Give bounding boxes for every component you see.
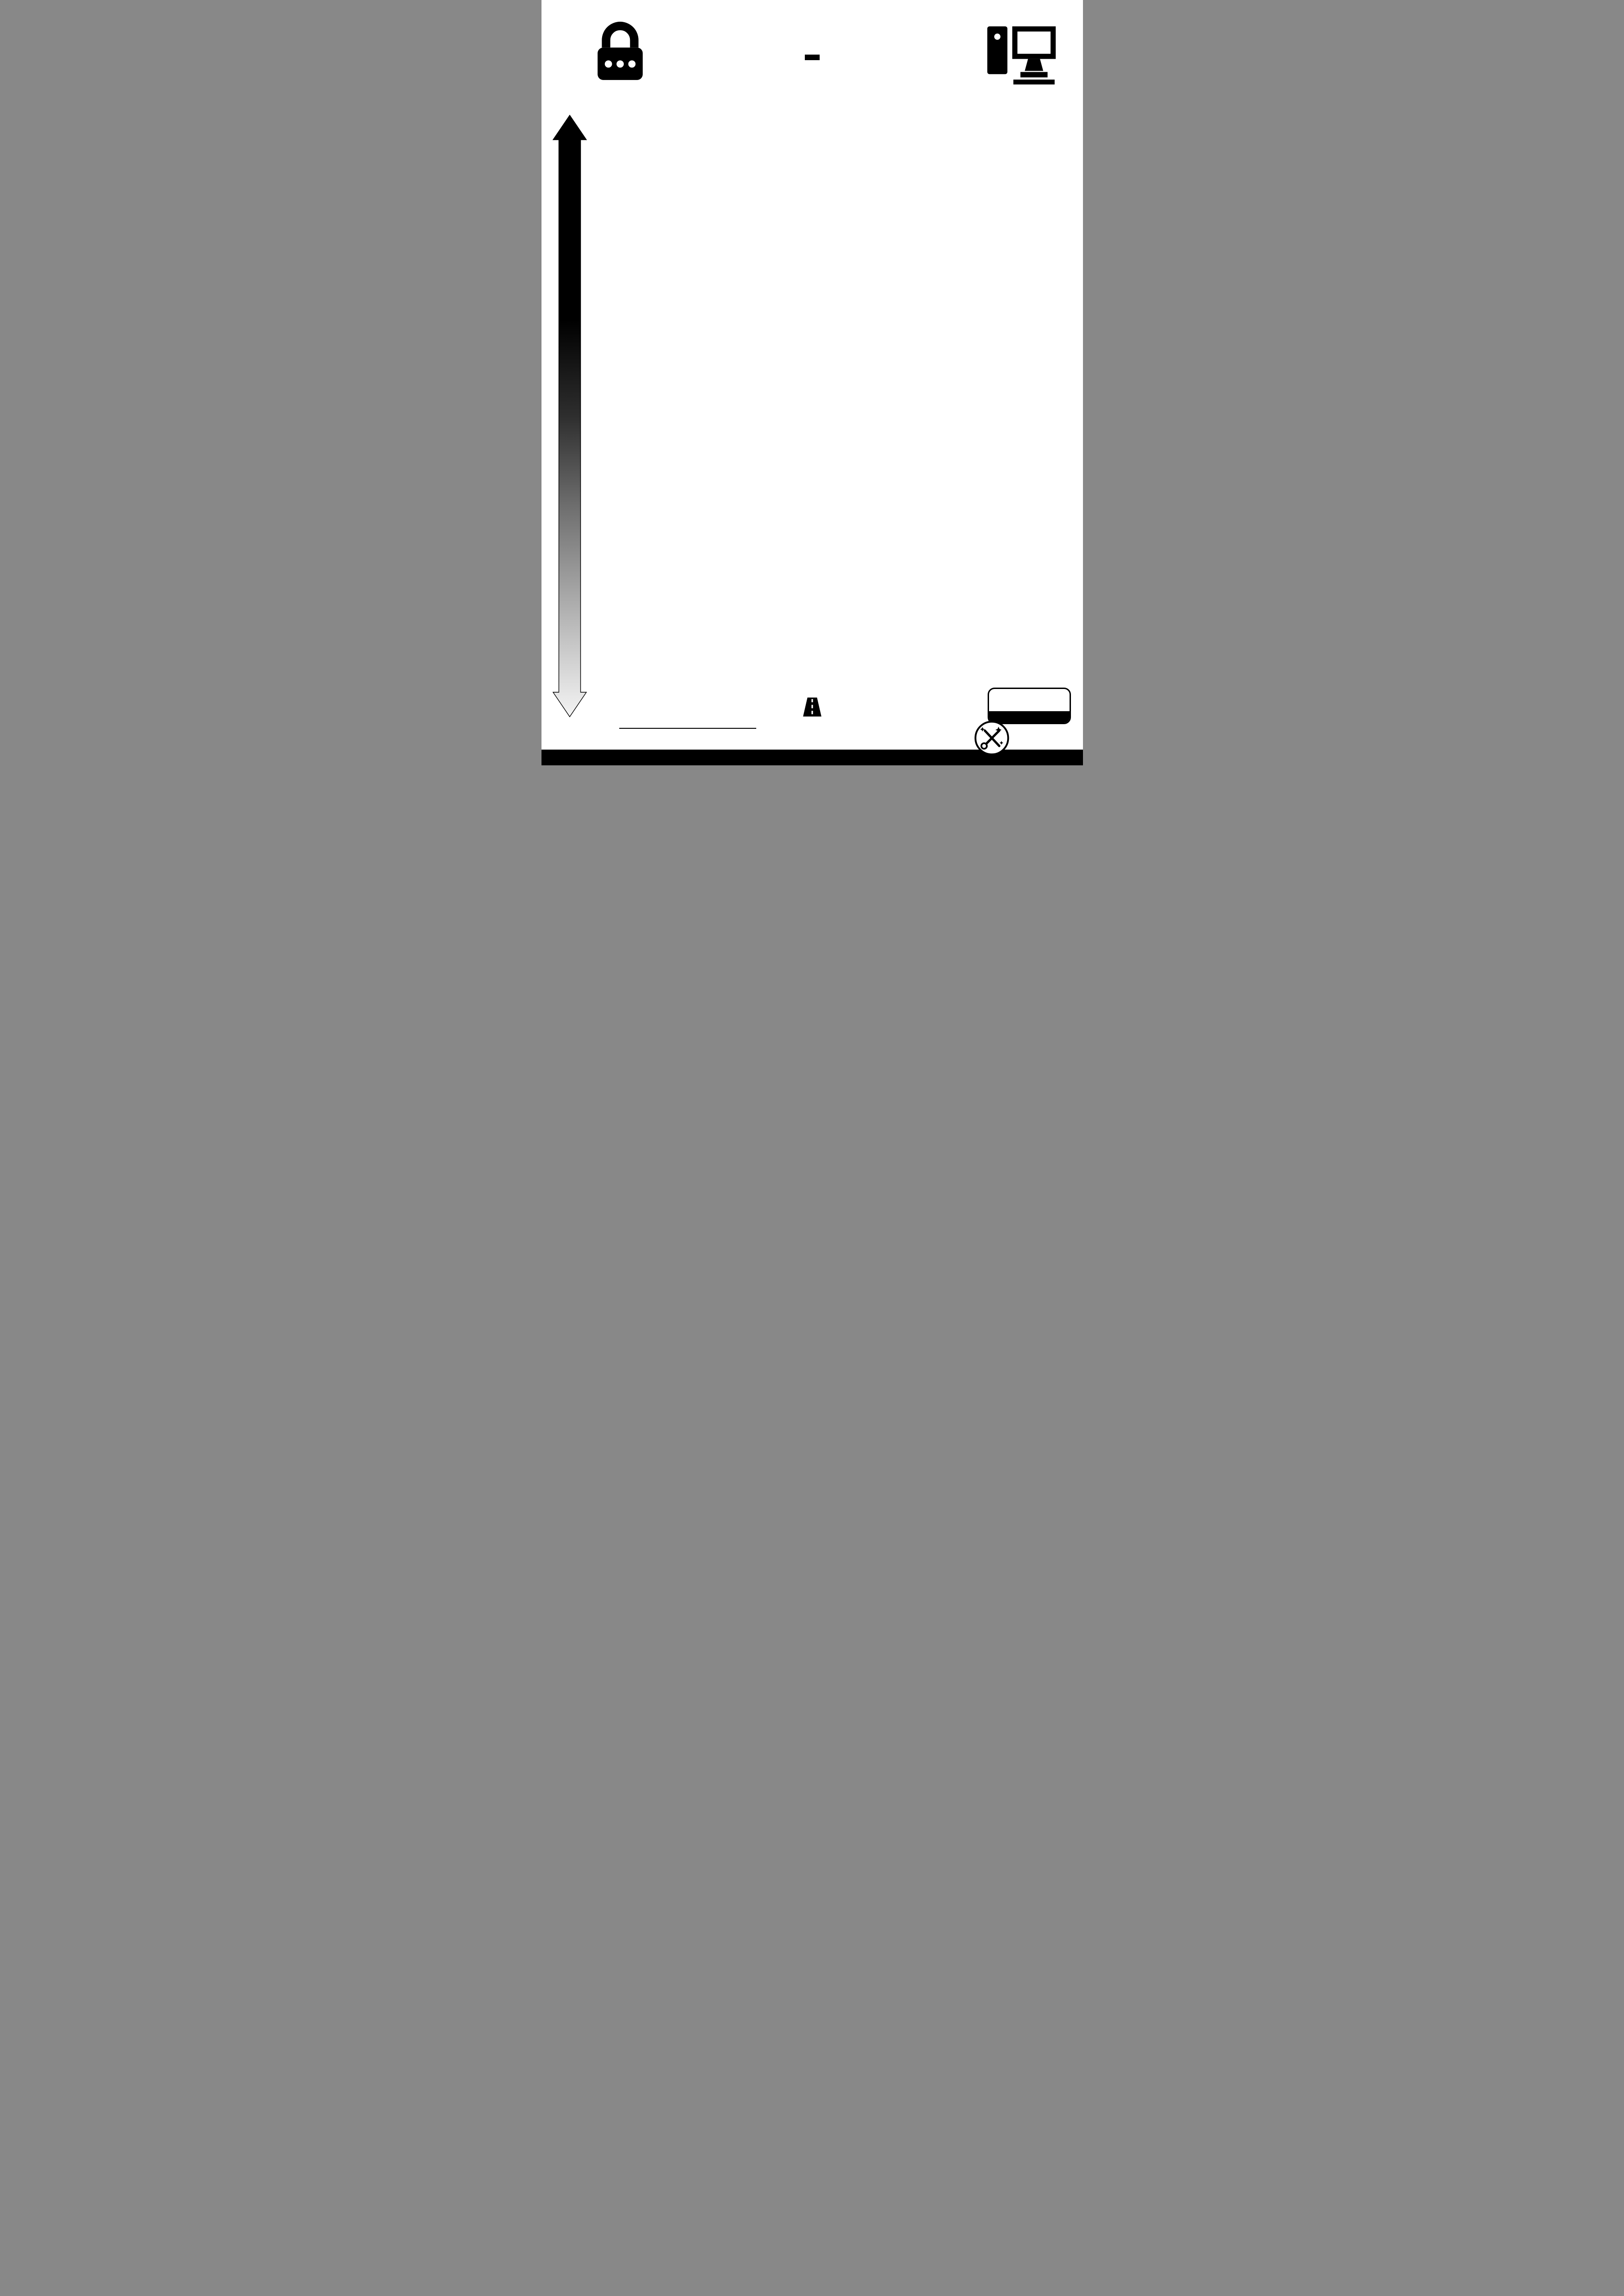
maker-tools-logo — [974, 720, 1010, 756]
skill-level-arrow — [553, 115, 587, 717]
road-icon — [799, 696, 825, 718]
page-subtitle — [805, 55, 820, 60]
poster-page — [541, 0, 1083, 765]
arrow-shape — [553, 115, 586, 717]
total-score-box — [988, 688, 1071, 724]
name-blank-line — [619, 728, 756, 729]
lock-icon — [590, 14, 651, 95]
computer-icon — [980, 14, 1062, 95]
score-blank — [989, 689, 1070, 711]
